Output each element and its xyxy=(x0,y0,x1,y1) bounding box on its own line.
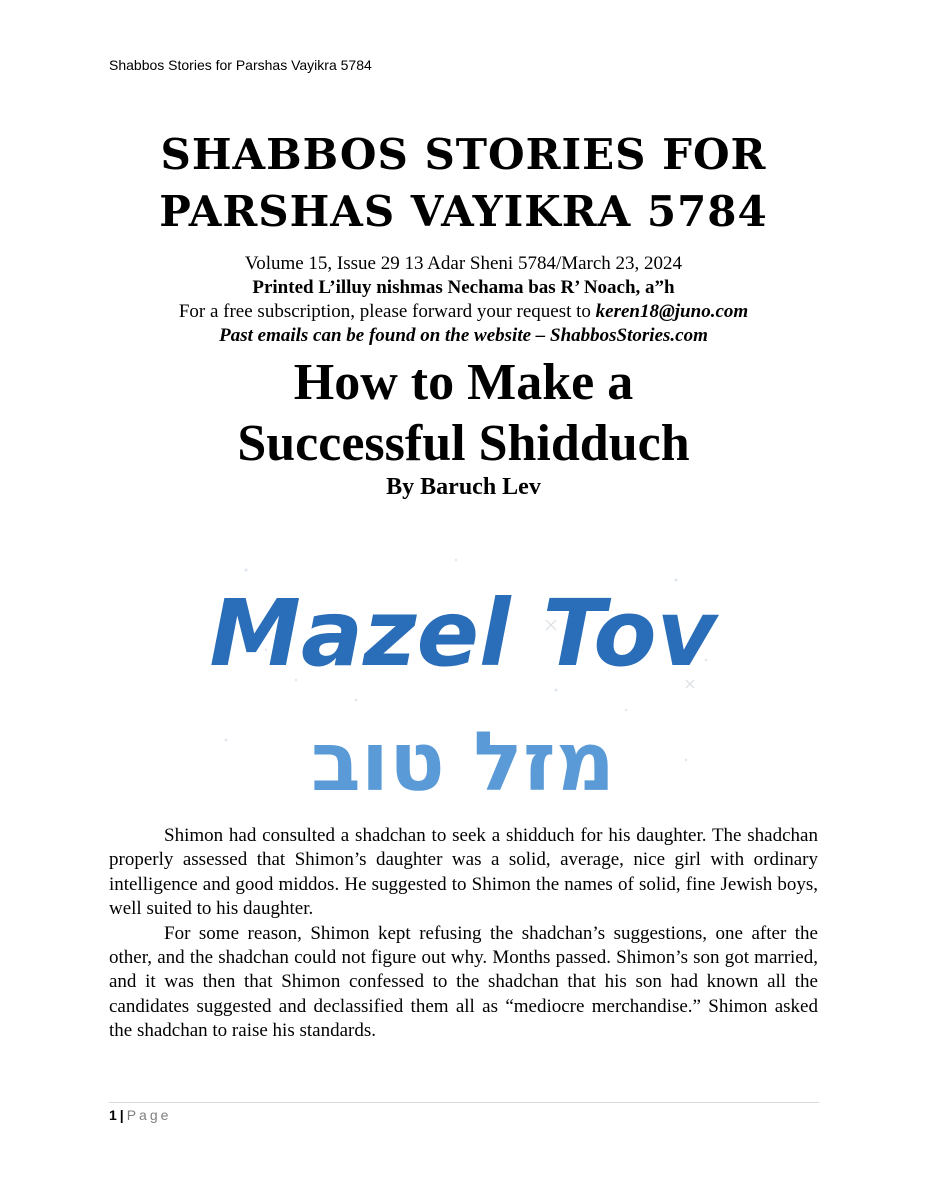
banner-hebrew-text: מזל טוב xyxy=(310,715,616,802)
issue-line: Volume 15, Issue 29 13 Adar Sheni 5784/March 23, 2024 xyxy=(244,253,683,274)
byline: By Baruch Lev xyxy=(386,474,541,500)
mazel-tov-graphic xyxy=(206,540,721,802)
article-title-line-1: How to Make a xyxy=(293,354,634,411)
running-header: Shabbos Stories for Parshas Vayikra 5784 xyxy=(109,57,372,73)
website-note: Past emails can be found on the website – ShabbosStories.com xyxy=(219,325,708,346)
subscription-email[interactable]: keren18@juno.com xyxy=(595,301,749,322)
dedication-line: Printed L’illuy nishmas Nechama bas R’ Noach, a”h xyxy=(252,277,675,298)
subscription-line xyxy=(0,300,927,324)
mazel-tov-banner xyxy=(206,540,721,802)
masthead-title xyxy=(0,126,927,240)
masthead-line-1: SHABBOS STORIES FOR xyxy=(160,130,767,179)
footer-divider xyxy=(109,1102,819,1103)
article-title-line-2: Successful Shidduch xyxy=(237,415,690,472)
article-body xyxy=(109,824,818,1044)
page-number: 1 xyxy=(109,1107,117,1123)
paragraph-2: For some reason, Shimon kept refusing the shadchan’s suggestions, one after the other, and the shadchan could not figure out why. Months passed. Shimon’s son got married, and it was then that Shimon confessed to the shadchan that his son had known all the candidates suggested and declassified them all as “mediocre merchandise.” Shimon asked the shadchan to raise his standards. xyxy=(109,922,818,1042)
subscription-text: For a free subscription, please forward your request to xyxy=(178,301,596,322)
page-footer xyxy=(109,1107,171,1123)
article-title xyxy=(0,352,927,474)
page-separator: | xyxy=(119,1107,124,1123)
masthead-line-2: PARSHAS VAYIKRA 5784 xyxy=(159,187,768,236)
issue-info xyxy=(0,252,927,348)
page-label: Page xyxy=(126,1107,172,1123)
banner-english-text: Mazel Tov xyxy=(209,580,717,687)
paragraph-1: Shimon had consulted a shadchan to seek a shidduch for his daughter. The shadchan properly assessed that Shimon’s daughter was a solid, average, nice girl with ordinary intelligence and good middos. He suggested to Shimon the names of solid, fine Jewish boys, well suited to his daughter. xyxy=(109,825,818,920)
